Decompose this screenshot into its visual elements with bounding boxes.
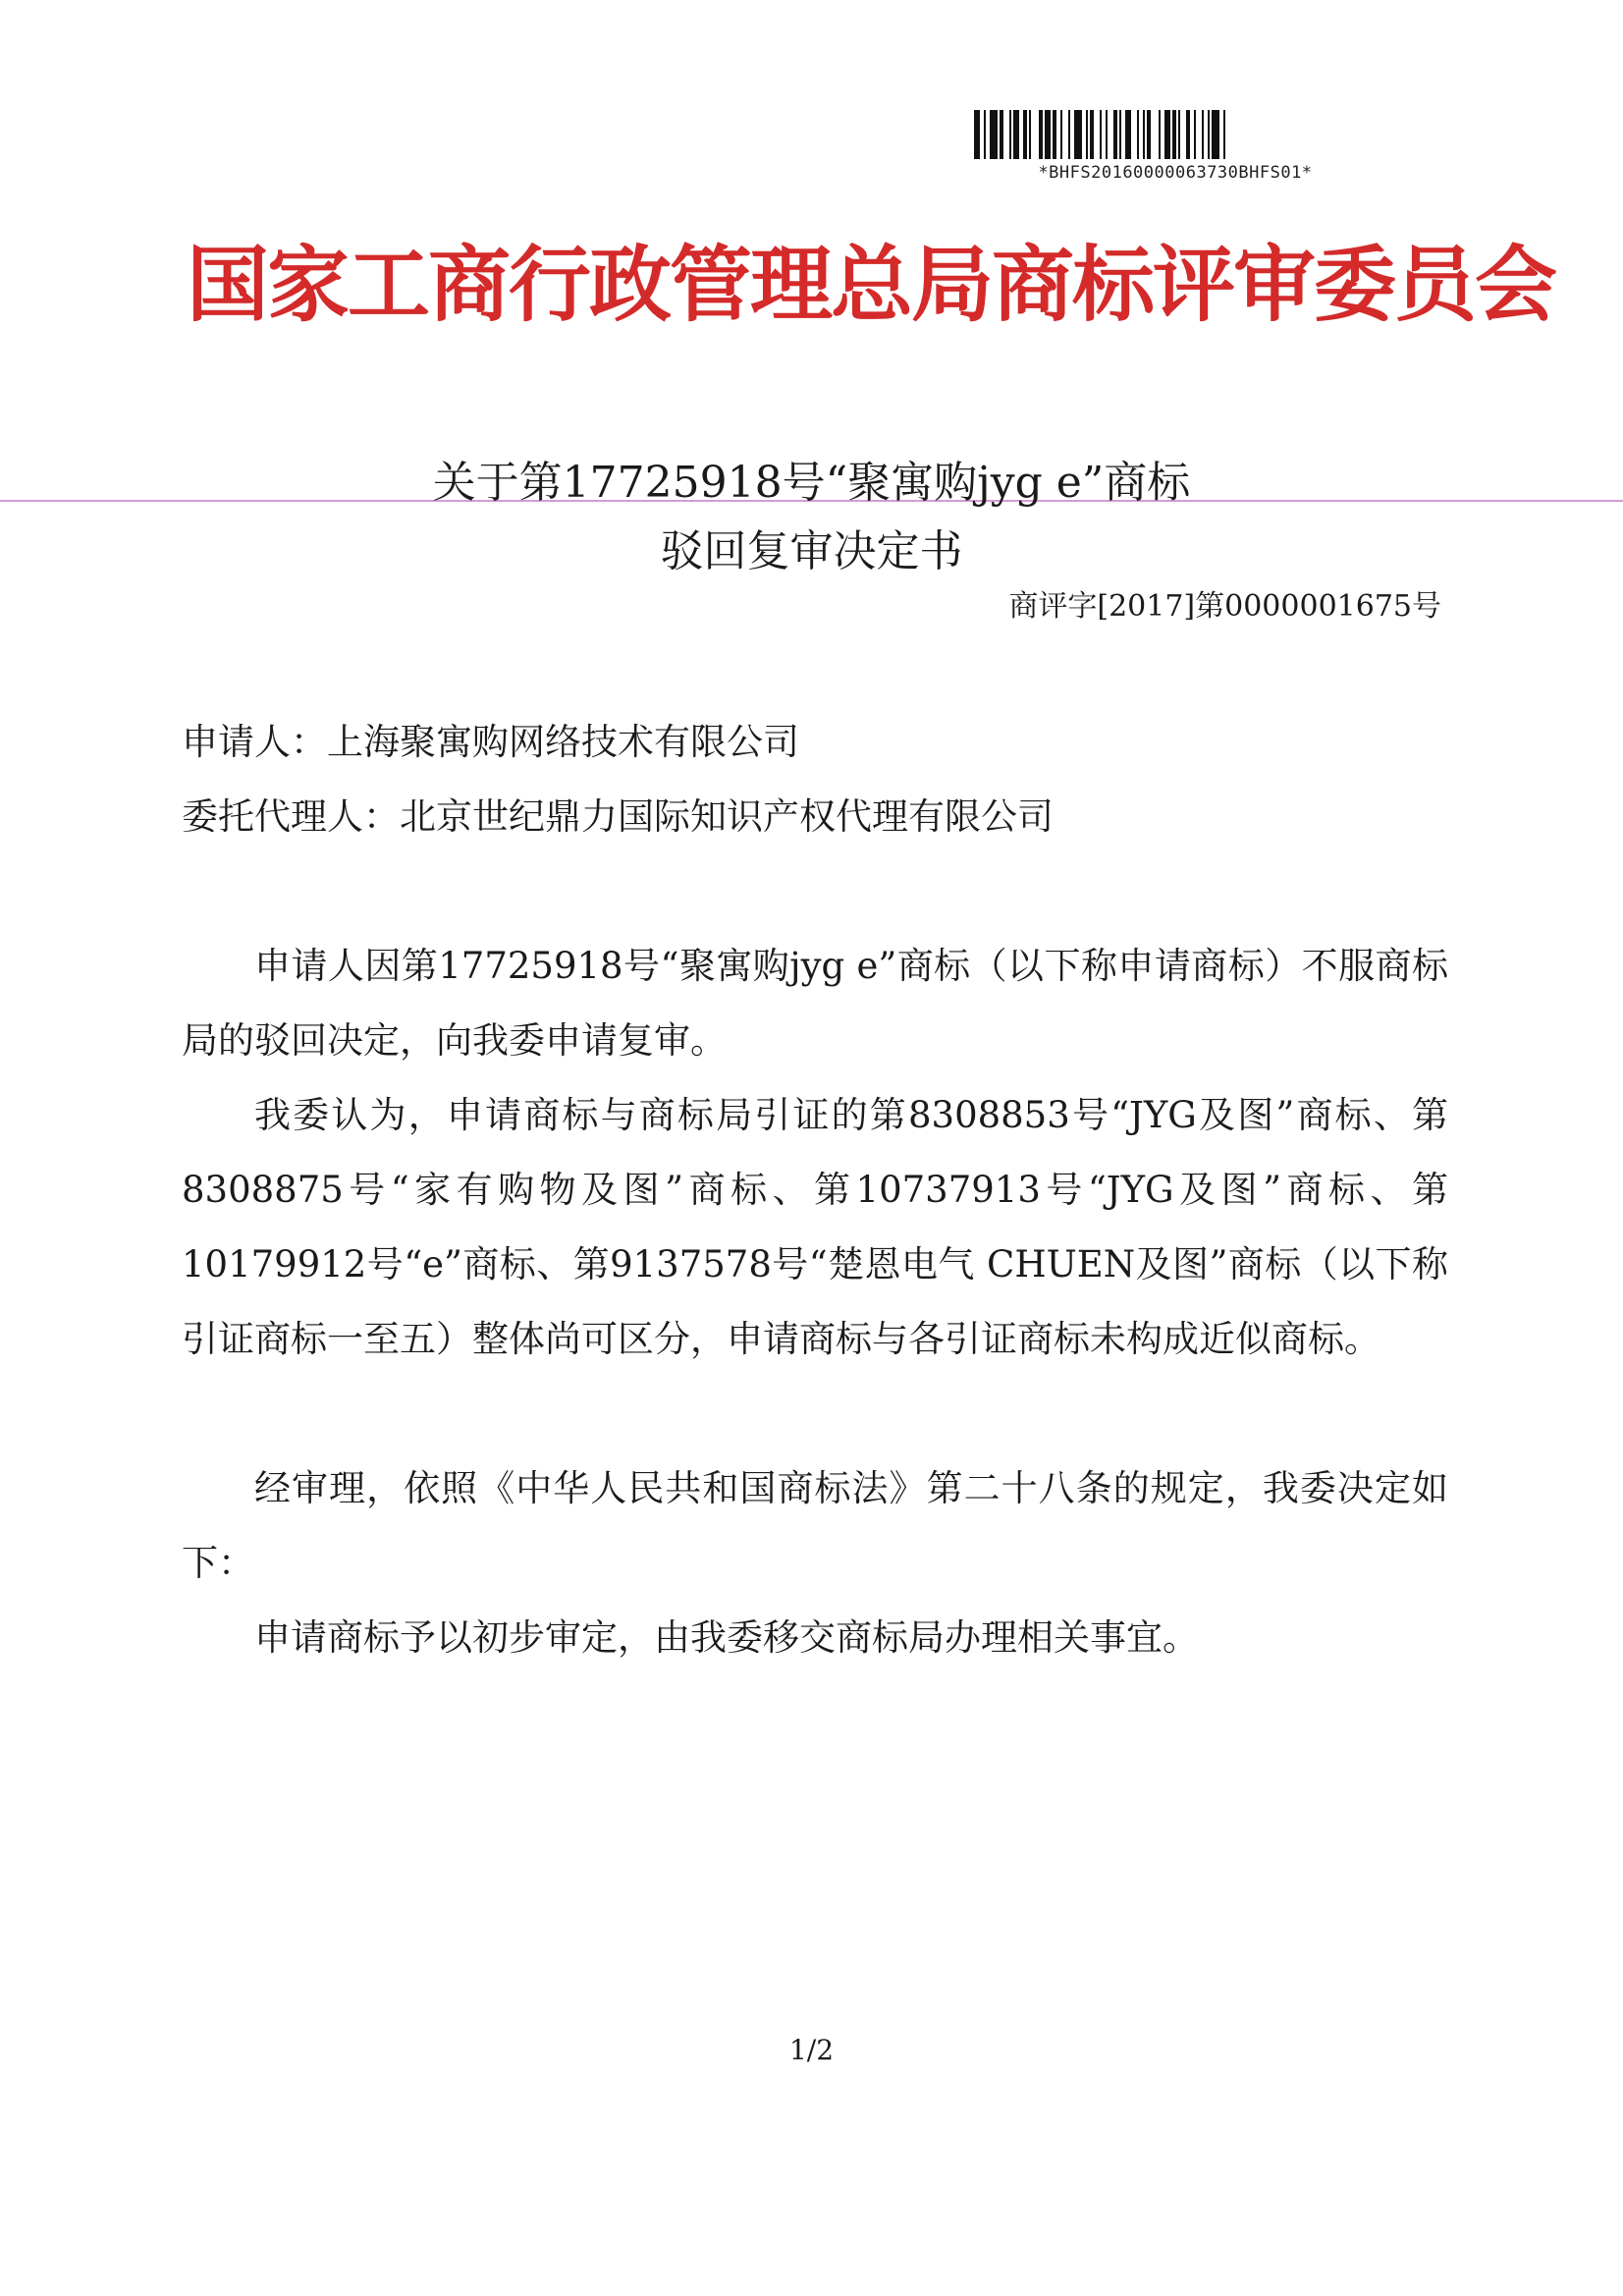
paragraph-2: 我委认为，申请商标与商标局引证的第8308853号“JYG及图”商标、第8308875号“家有购物及图”商标、第10737913号“JYG及图”商标、第10179912号“e”商标、第9137578号“楚恩电气 CHUEN及图”商标（以下称引证商标一至五）整体尚可区分，申请商标与各引证商标未构成近似商标。 bbox=[182, 1094, 1448, 1360]
paragraph-1: 申请人因第17725918号“聚寓购jyg e”商标（以下称申请商标）不服商标局的驳回决定，向我委申请复审。 bbox=[182, 945, 1448, 1062]
barcode-bars bbox=[974, 110, 1377, 159]
barcode-text: *BHFS20160000063730BHFS01* bbox=[1038, 163, 1313, 183]
paragraph-3: 经审理，依照《中华人民共和国商标法》第二十八条的规定，我委决定如下： bbox=[182, 1467, 1448, 1584]
paragraph-4: 申请商标予以初步审定，由我委移交商标局办理相关事宜。 bbox=[254, 1616, 1199, 1659]
applicant-line: 申请人：上海聚寓购网络技术有限公司 bbox=[182, 721, 799, 763]
agent-line: 委托代理人：北京世纪鼎力国际知识产权代理有限公司 bbox=[182, 795, 1054, 838]
document-title-line2: 驳回复审决定书 bbox=[660, 526, 963, 576]
page-number: 1/2 bbox=[788, 2034, 835, 2066]
document-title-line1: 关于第17725918号“聚寓购jyg e”商标 bbox=[432, 458, 1191, 508]
barcode bbox=[974, 110, 1377, 183]
organization-header: 国家工商行政管理总局商标评审委员会 bbox=[187, 237, 1556, 333]
document-number: 商评字[2017]第0000001675号 bbox=[1008, 589, 1441, 624]
